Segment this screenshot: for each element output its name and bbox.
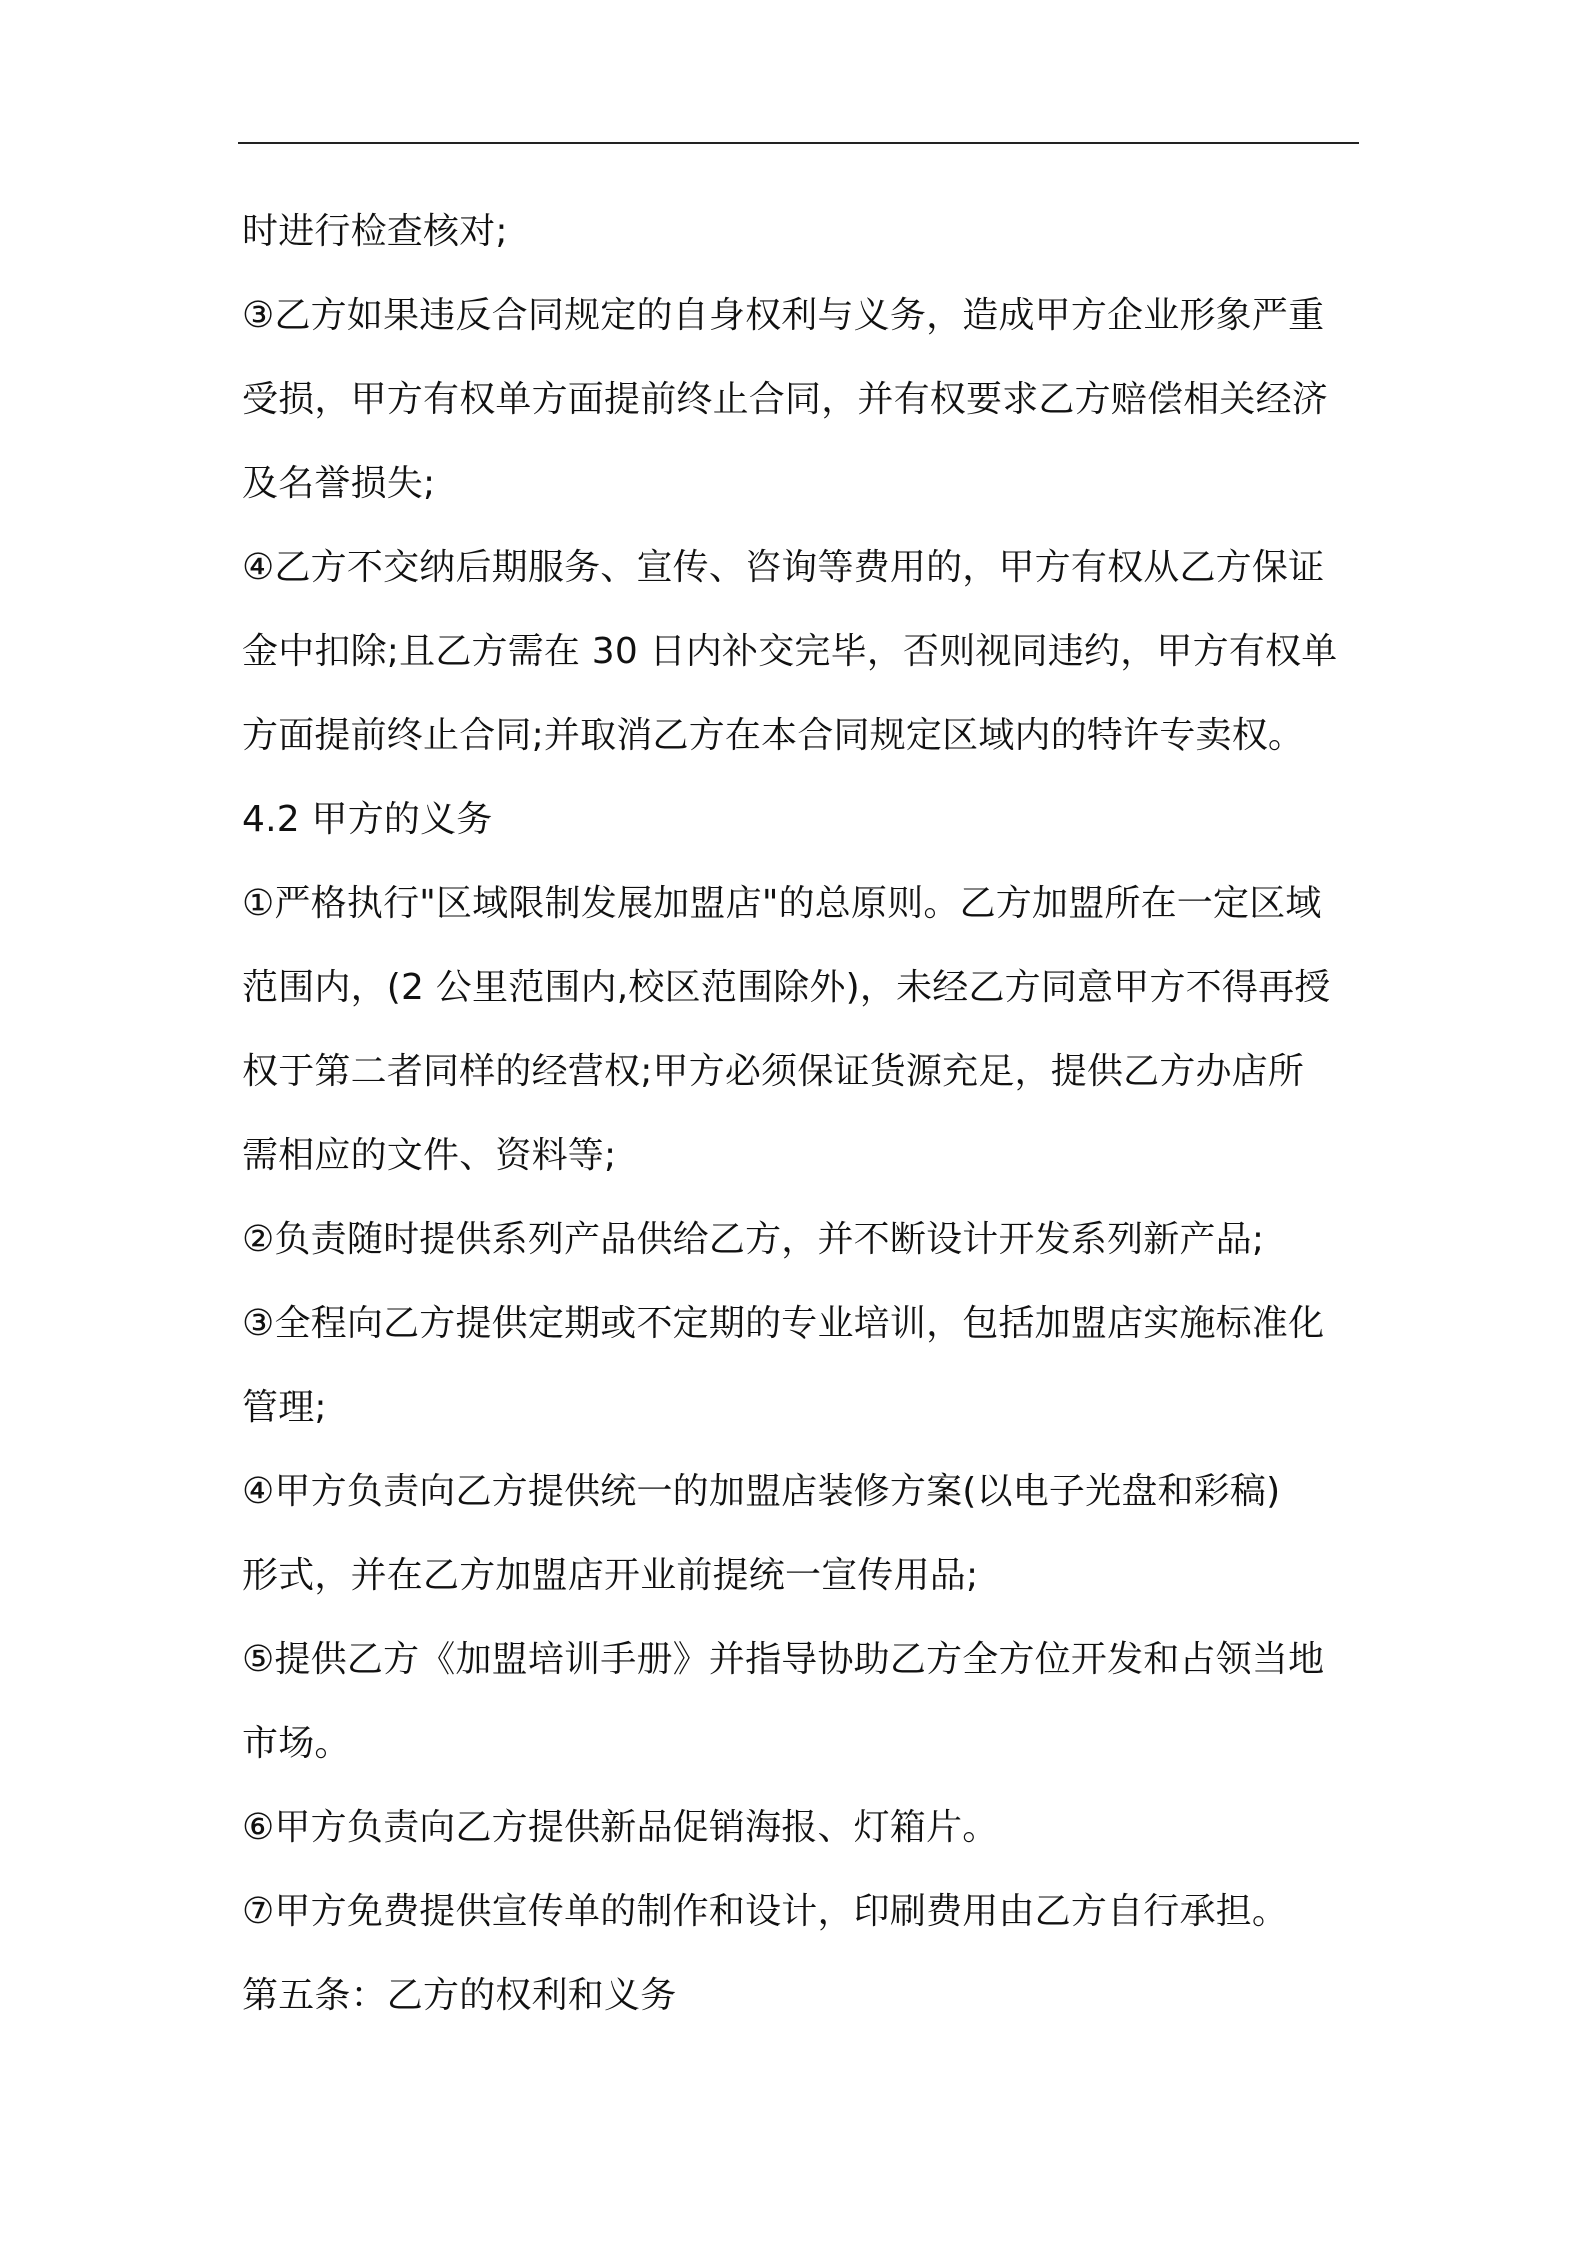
text-line: ②负责随时提供系列产品供给乙方，并不断设计开发系列新产品; — [242, 1219, 1265, 1260]
text-line: ①严格执行"区域限制发展加盟店"的总原则。乙方加盟所在一定区域 — [242, 883, 1322, 924]
header-rule — [238, 142, 1359, 144]
text-line: ⑥甲方负责向乙方提供新品促销海报、灯箱片。 — [242, 1807, 999, 1848]
text-line: ④乙方不交纳后期服务、宣传、咨询等费用的，甲方有权从乙方保证 — [242, 547, 1325, 588]
text-line: ⑤提供乙方《加盟培训手册》并指导协助乙方全方位开发和占领当地 — [242, 1639, 1325, 1680]
text-line: ⑦甲方免费提供宣传单的制作和设计，印刷费用由乙方自行承担。 — [242, 1891, 1289, 1932]
text-line: ③乙方如果违反合同规定的自身权利与义务，造成甲方企业形象严重 — [242, 295, 1325, 336]
text-line: 范围内，(2 公里范围内,校区范围除外)，未经乙方同意甲方不得再授 — [242, 967, 1331, 1008]
text-line: 时进行检查核对; — [242, 211, 508, 252]
text-line: 权于第二者同样的经营权;甲方必须保证货源充足，提供乙方办店所 — [242, 1051, 1305, 1092]
text-line: 市场。 — [242, 1723, 351, 1764]
text-line: 形式，并在乙方加盟店开业前提统一宣传用品; — [242, 1555, 979, 1596]
text-line: 受损，甲方有权单方面提前终止合同，并有权要求乙方赔偿相关经济 — [242, 379, 1329, 420]
text-line: 需相应的文件、资料等; — [242, 1135, 617, 1176]
text-line: 方面提前终止合同;并取消乙方在本合同规定区域内的特许专卖权。 — [242, 715, 1305, 756]
section-heading: 4.2 甲方的义务 — [242, 799, 493, 840]
document-body — [242, 190, 1362, 2038]
text-line: ③全程向乙方提供定期或不定期的专业培训，包括加盟店实施标准化 — [242, 1303, 1325, 1344]
text-line: ④甲方负责向乙方提供统一的加盟店装修方案(以电子光盘和彩稿) — [242, 1471, 1281, 1512]
text-line: 及名誉损失; — [242, 463, 436, 504]
text-line: 金中扣除;且乙方需在 30 日内补交完毕，否则视同违约，甲方有权单 — [242, 631, 1338, 672]
text-line: 管理; — [242, 1387, 327, 1428]
section-heading: 第五条：乙方的权利和义务 — [242, 1975, 677, 2016]
